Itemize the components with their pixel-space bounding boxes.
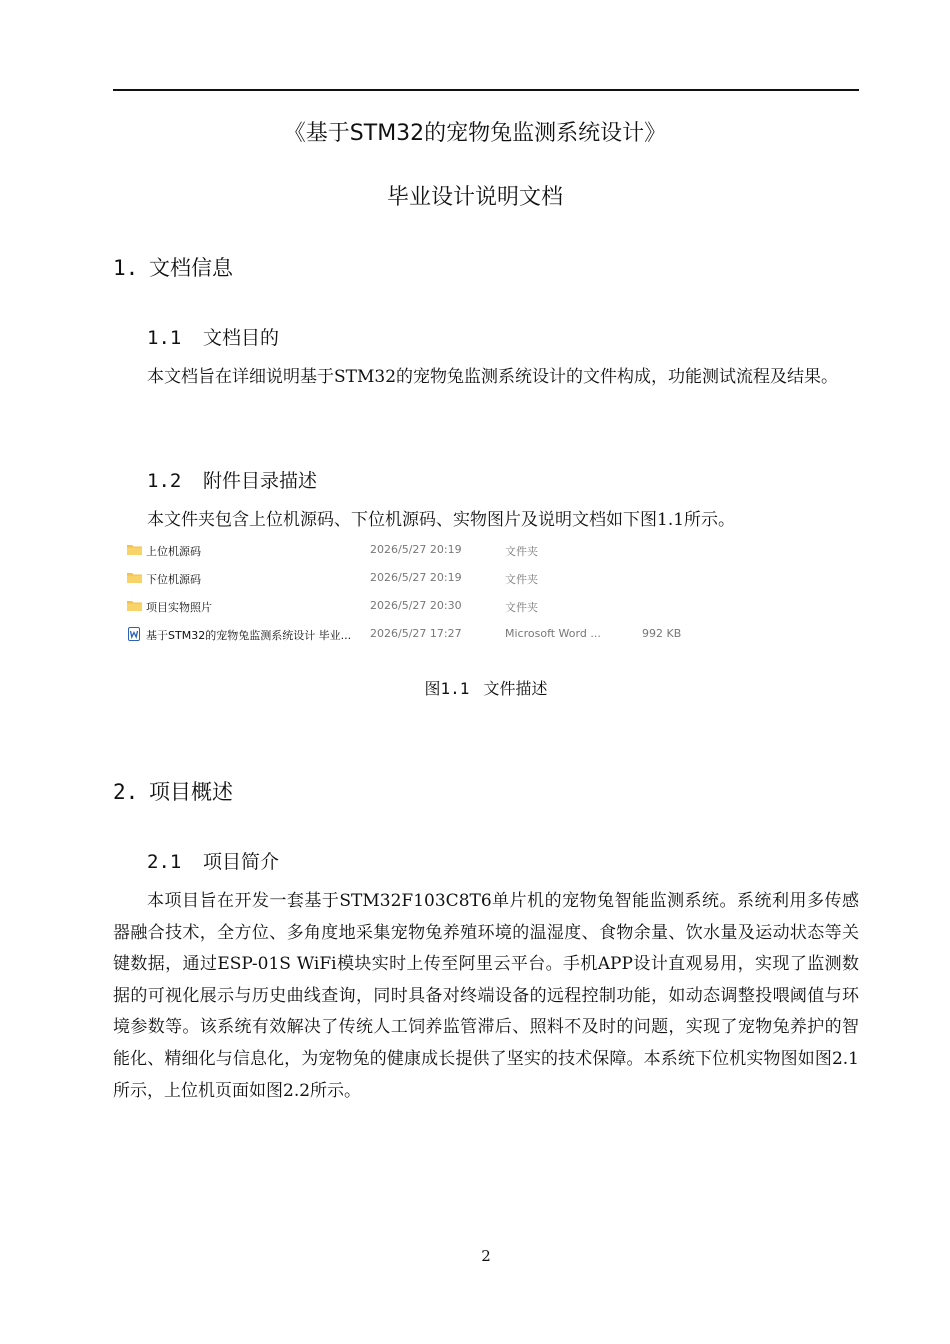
section-title: 文档信息 xyxy=(149,256,233,280)
file-name: 上位机源码 xyxy=(146,545,201,558)
file-name: 下位机源码 xyxy=(146,573,201,586)
document-title: 《基于STM32的宠物兔监测系统设计》 xyxy=(283,121,667,146)
subsection-title: 项目简介 xyxy=(203,851,280,873)
file-row[interactable] xyxy=(124,622,824,646)
file-name: 项目实物照片 xyxy=(146,601,212,614)
subsection-number: 2.1 xyxy=(147,851,182,873)
document-subtitle: 毕业设计说明文档 xyxy=(386,185,563,210)
section-2-heading xyxy=(113,776,233,806)
file-type: Microsoft Word ... xyxy=(505,627,601,640)
folder-icon xyxy=(127,544,142,555)
subsection-2-1-heading xyxy=(147,847,279,874)
subsection-1-2-heading xyxy=(147,466,317,493)
file-date: 2026/5/27 20:30 xyxy=(370,599,462,612)
subsection-number: 1.1 xyxy=(147,327,182,349)
section-1-heading xyxy=(113,252,233,282)
file-row[interactable] xyxy=(124,594,824,618)
file-date: 2026/5/27 20:19 xyxy=(370,571,462,584)
word-doc-icon xyxy=(128,627,140,641)
folder-icon xyxy=(127,600,142,611)
paragraph-project-intro: 本项目旨在开发一套基于STM32F103C8T6单片机的宠物兔智能监测系统。系统利用多传感器融合技术，全方位、多角度地采集宠物兔养殖环境的温湿度、食物余量、饮水量及运动状态等关键数据，通过ESP-01S WiFi模块实时上传至阿里云平台。手机APP设计直观易用，实现了监测数据的可视化展示与历史曲线查询，同时具备对终端设备的远程控制功能，如动态调整投喂阈值与环境参数等。该系统有效解决了传统人工饲养监管滞后、照料不及时的问题，实现了宠物兔养护的智能化、精细化与信息化，为宠物兔的健康成长提供了坚实的技术保障。本系统下位机实物图如图2.1所示，上位机页面如图2.2所示。 xyxy=(113,891,859,1101)
section-title: 项目概述 xyxy=(149,780,233,804)
paragraph-attachment-desc: 本文件夹包含上位机源码、下位机源码、实物图片及说明文档如下图1.1所示。 xyxy=(147,510,736,530)
subsection-title: 附件目录描述 xyxy=(203,470,318,492)
figure-caption-text: 文件描述 xyxy=(483,679,548,698)
file-date: 2026/5/27 20:19 xyxy=(370,543,462,556)
file-date: 2026/5/27 17:27 xyxy=(370,627,462,640)
file-type: 文件夹 xyxy=(505,573,538,586)
figure-caption xyxy=(0,676,950,699)
file-name: 基于STM32的宠物兔监测系统设计 毕业... xyxy=(146,629,352,642)
file-size: 992 KB xyxy=(642,627,682,640)
file-type: 文件夹 xyxy=(505,545,538,558)
file-row[interactable] xyxy=(124,538,824,562)
file-type: 文件夹 xyxy=(505,601,538,614)
subsection-1-1-heading xyxy=(147,323,279,350)
subsection-number: 1.2 xyxy=(147,470,182,492)
file-row[interactable] xyxy=(124,566,824,590)
section-number: 1. xyxy=(113,256,139,280)
subsection-title: 文档目的 xyxy=(203,327,280,349)
section-number: 2. xyxy=(113,780,139,804)
page-number: 2 xyxy=(481,1247,491,1265)
figure-number: 图1.1 xyxy=(424,679,470,698)
folder-icon xyxy=(127,572,142,583)
paragraph-doc-purpose: 本文档旨在详细说明基于STM32的宠物兔监测系统设计的文件构成，功能测试流程及结果。 xyxy=(147,367,839,387)
header-rule xyxy=(113,89,859,91)
